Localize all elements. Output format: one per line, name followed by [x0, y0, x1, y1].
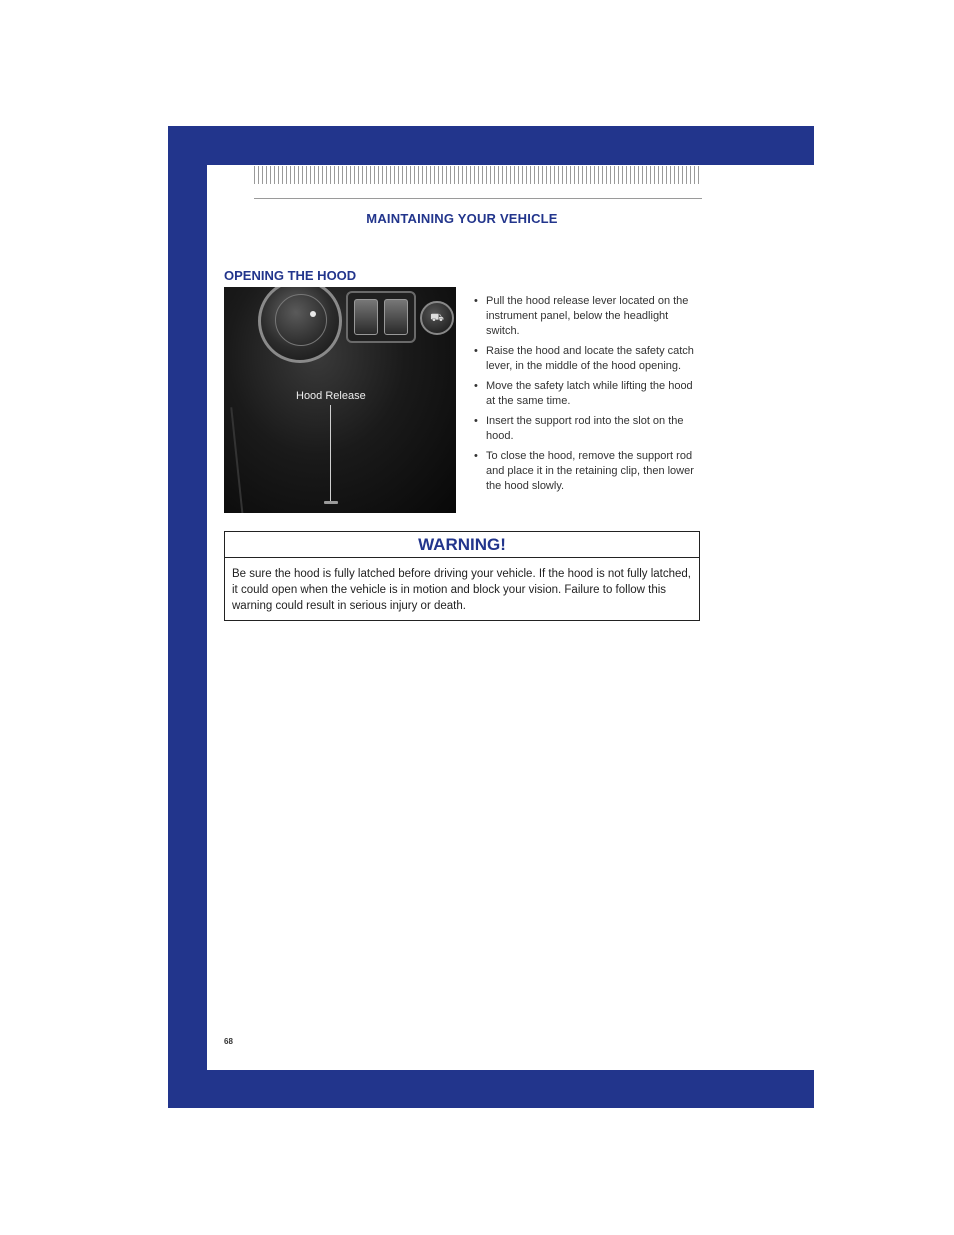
label-leader-line [330, 405, 331, 501]
list-item-text: Move the safety latch while lifting the hood at the same time. [486, 380, 693, 407]
trunk-release-icon: ⛟ [420, 301, 454, 335]
rocker-switch-right [384, 299, 408, 335]
list-item [474, 414, 704, 444]
page-number: 68 [224, 1037, 233, 1046]
rocker-switch-left [354, 299, 378, 335]
hood-release-label: Hood Release [296, 390, 366, 402]
list-item-text: Pull the hood release lever located on the instrument panel, below the headlight switch. [486, 295, 689, 337]
list-item-text: Raise the hood and locate the safety catch lever, in the middle of the hood opening. [486, 345, 694, 372]
list-item-text: Insert the support rod into the slot on the hood. [486, 415, 684, 442]
header-hatch-decoration [254, 166, 702, 184]
bullet-icon: • [474, 415, 478, 427]
bullet-icon: • [474, 345, 478, 357]
warning-box [224, 531, 700, 621]
warning-title: WARNING! [225, 532, 699, 558]
hood-release-photo [224, 287, 456, 513]
knob-face [275, 294, 327, 346]
hood-release-lever [324, 501, 338, 504]
instruction-list [474, 294, 704, 499]
panel-edge [230, 407, 243, 513]
bullet-icon: • [474, 450, 478, 462]
header-rule [254, 198, 702, 199]
list-item [474, 344, 704, 374]
bullet-icon: • [474, 295, 478, 307]
running-head: MAINTAINING YOUR VEHICLE [366, 211, 558, 226]
list-item [474, 449, 704, 494]
list-item [474, 294, 704, 339]
list-item [474, 379, 704, 409]
headlight-switch-knob [258, 287, 342, 363]
knob-marker [310, 311, 316, 317]
rocker-switch-block [346, 291, 416, 343]
list-item-text: To close the hood, remove the support rod and place it in the retaining clip, then lower the hood slowly. [486, 450, 694, 492]
section-title: OPENING THE HOOD [224, 268, 357, 283]
bullet-icon: • [474, 380, 478, 392]
warning-body: Be sure the hood is fully latched before driving your vehicle. If the hood is not fully latched, it could open when the vehicle is in motion and block your vision. Failure to follow this warning could result in serious injury or death. [232, 568, 691, 612]
